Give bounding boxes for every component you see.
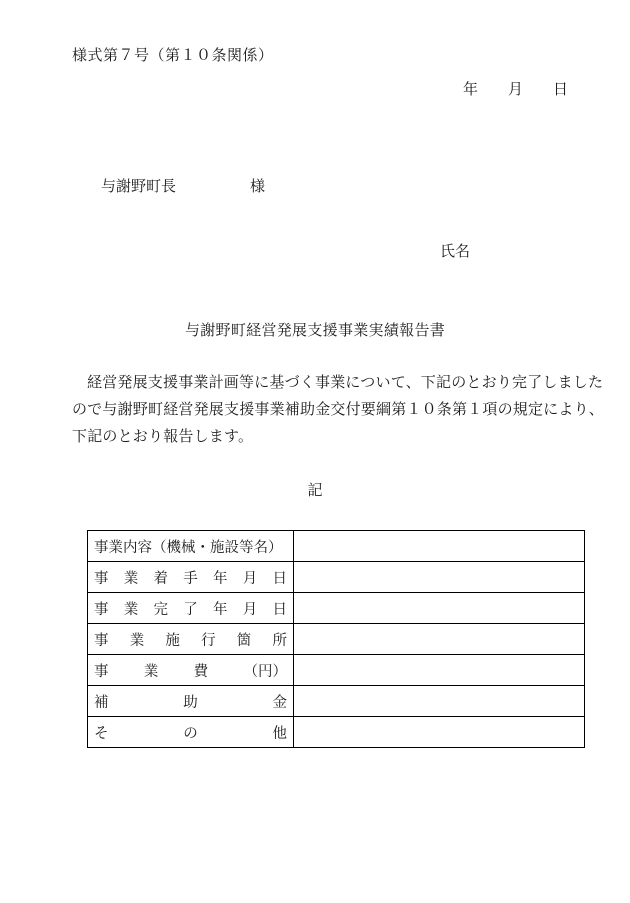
addressee-name: 与謝野町長: [101, 179, 177, 195]
table-row: [88, 531, 585, 562]
label-char: 年: [213, 570, 228, 587]
label-char: の: [183, 725, 198, 742]
addressee-line: [86, 158, 265, 213]
label-char: 所: [272, 632, 287, 649]
label-text: [94, 660, 287, 681]
table-row: [88, 624, 585, 655]
label-char: （円）: [243, 663, 287, 680]
body-line-3: 下記のとおり報告します。: [72, 429, 254, 445]
addressee-honorific: 様: [250, 179, 266, 195]
signer-name-label: 氏名: [439, 244, 470, 260]
label-char: 事: [94, 632, 109, 649]
table-row-label: [88, 717, 294, 748]
page-title: 与謝野町経営発展支援事業実績報告書: [184, 323, 446, 339]
table-row-value[interactable]: [294, 717, 585, 748]
table-row: [88, 655, 585, 686]
label-char: 年: [213, 601, 228, 618]
table-row-value[interactable]: [294, 686, 585, 717]
date-line: 年 月 日: [462, 82, 568, 98]
label-char: 事: [94, 601, 109, 618]
table-body: [88, 531, 585, 748]
label-char: 金: [272, 694, 287, 711]
label-char: 事: [94, 570, 109, 587]
label-char: 他: [272, 725, 287, 742]
table-row-value[interactable]: [294, 655, 585, 686]
label-char: 業: [123, 570, 139, 587]
label-char: 業: [123, 601, 139, 618]
label-text: [94, 598, 287, 619]
table-row: [88, 562, 585, 593]
table-row-value[interactable]: [294, 593, 585, 624]
label-char: 行: [201, 632, 216, 649]
label-char: 業: [129, 632, 145, 649]
label-char: 事: [94, 663, 109, 680]
table-row-label: [88, 624, 294, 655]
label-text: [94, 691, 287, 712]
label-char: 着: [153, 570, 168, 587]
label-char: 了: [183, 601, 198, 618]
label-char: 補: [94, 694, 109, 711]
label-char: 完: [153, 601, 168, 618]
table-row: [88, 686, 585, 717]
table-row-value[interactable]: [294, 562, 585, 593]
label-text: [94, 567, 287, 588]
table-row: [88, 717, 585, 748]
body-paragraph: [72, 370, 605, 451]
form-number: 様式第７号（第１０条関係）: [72, 48, 274, 64]
table-row-label: [88, 655, 294, 686]
label-char: 箇: [236, 632, 252, 649]
table-row-label: [88, 531, 294, 562]
table-row-label: [88, 686, 294, 717]
label-text: [94, 629, 287, 650]
table-row-value[interactable]: [294, 531, 585, 562]
body-line-2: ので与謝野町経営発展支援事業補助金交付要綱第１０条第１項の規定により、: [72, 402, 605, 418]
label-char: 助: [183, 694, 198, 711]
label-char: 手: [183, 570, 198, 587]
ki-marker: 記: [307, 483, 323, 499]
label-char: 費: [193, 663, 209, 680]
label-text: [94, 722, 287, 743]
label-char: 日: [272, 570, 287, 587]
label-char: 月: [242, 570, 258, 587]
table-row-label: [88, 593, 294, 624]
table-row-label: [88, 562, 294, 593]
label-char: 施: [165, 632, 180, 649]
table-row-value[interactable]: [294, 624, 585, 655]
report-details-table: [87, 530, 585, 748]
label-char: 日: [272, 601, 287, 618]
label-text: [94, 536, 287, 557]
label-char: そ: [94, 725, 109, 742]
table-row: [88, 593, 585, 624]
label-char: 事業内容（機械・施設等名）: [94, 539, 283, 556]
label-char: 業: [143, 663, 159, 680]
body-line-1: 経営発展支援事業計画等に基づく事業について、下記のとおり完了しました: [87, 375, 604, 391]
label-char: 月: [242, 601, 258, 618]
